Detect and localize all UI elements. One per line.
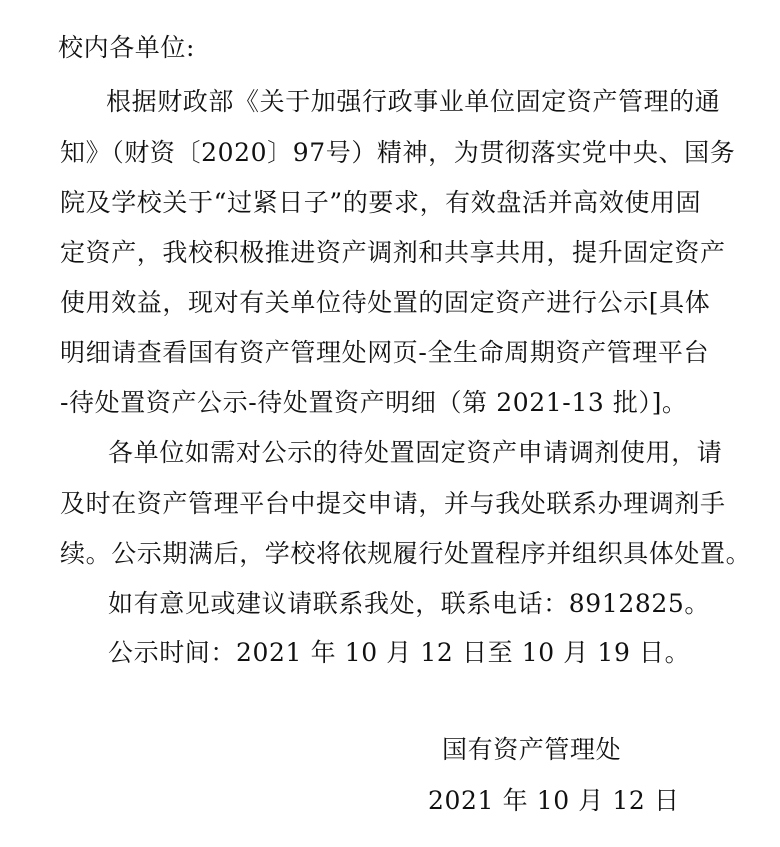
publicity-period: 公示时间：2021 年 10 月 12 日至 10 月 19 日。: [108, 638, 691, 667]
signature-date: 2021 年 10 月 12 日: [428, 786, 680, 815]
paragraph-line: 续。公示期满后，学校将依规履行处置程序并组织具体处置。: [60, 539, 752, 568]
paragraph-line: 院及学校关于“过紧日子”的要求，有效盘活并高效使用固: [60, 188, 702, 217]
paragraph-line: 及时在资产管理平台中提交申请，并与我处联系办理调剂手: [60, 489, 726, 518]
paragraph-line: 明细请查看国有资产管理处网页-全生命周期资产管理平台: [60, 338, 710, 367]
paragraph-line: 各单位如需对公示的待处置固定资产申请调剂使用，请: [108, 438, 723, 467]
paragraph-line: 知》（财资〔2020〕97号）精神，为贯彻落实党中央、国务: [60, 138, 736, 167]
paragraph-line: 使用效益，现对有关单位待处置的固定资产进行公示[具体: [60, 288, 711, 317]
contact-line: 如有意见或建议请联系我处，联系电话：8912825。: [108, 589, 710, 618]
salutation: 校内各单位:: [58, 33, 196, 62]
paragraph-line: 根据财政部《关于加强行政事业单位固定资产管理的通: [106, 87, 721, 116]
paragraph-line: 定资产，我校积极推进资产调剂和共享共用，提升固定资产: [60, 238, 726, 267]
paragraph-line: -待处置资产公示-待处置资产明细（第 2021-13 批）]。: [60, 388, 688, 417]
signature-organization: 国有资产管理处: [442, 735, 622, 764]
